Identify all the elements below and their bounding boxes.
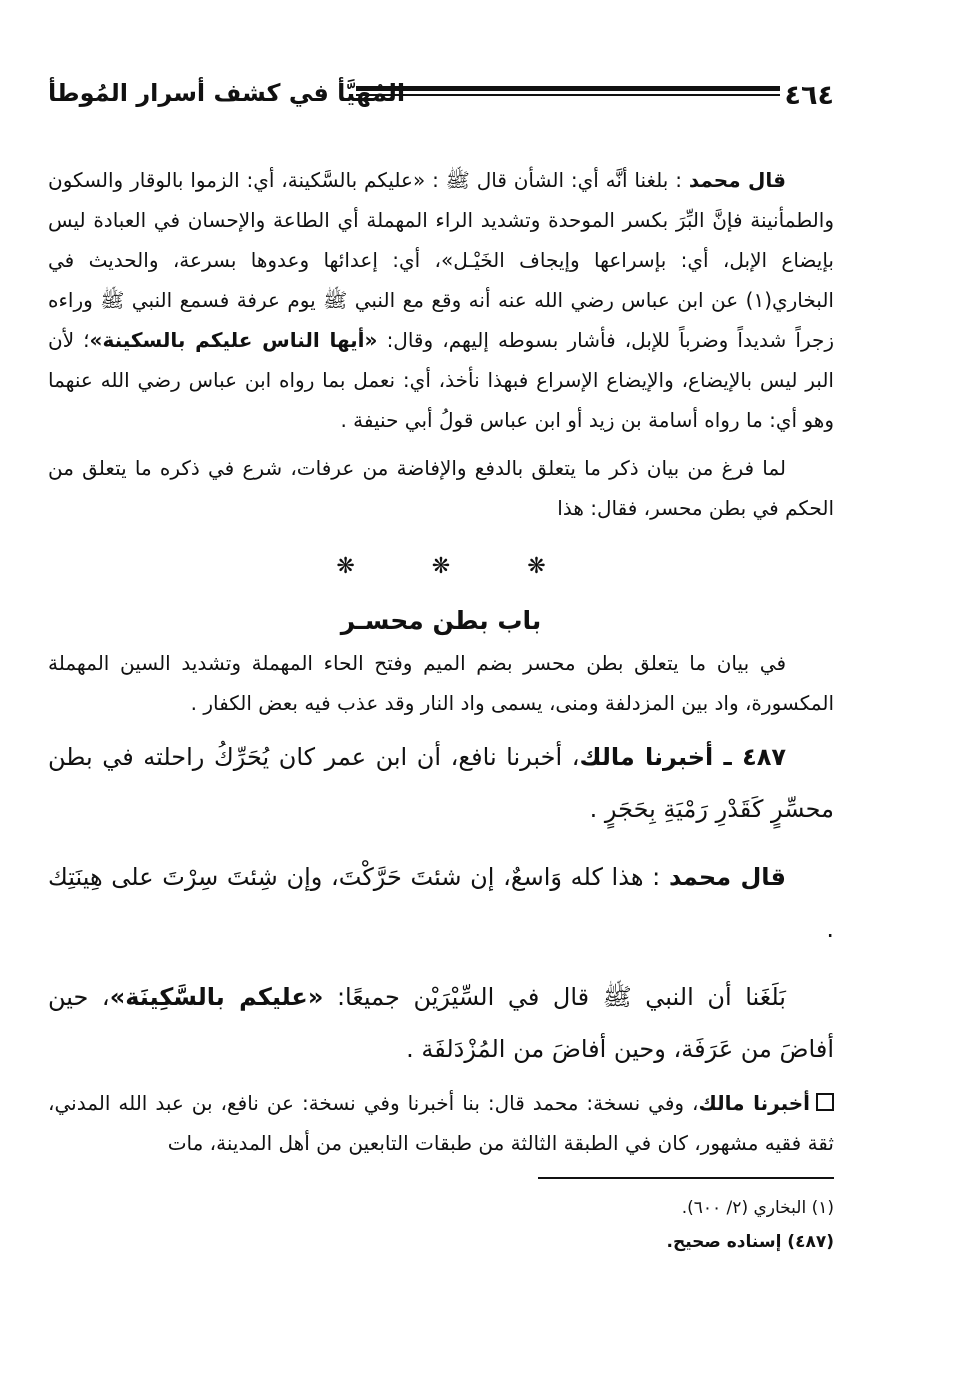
hadith-paragraph xyxy=(48,731,834,835)
footnote-bold: (٤٨٧) إسناده صحيح. xyxy=(666,1232,834,1252)
chapter-title: باب بطن محسـر xyxy=(340,606,542,635)
hadith-text: ، أخبرنا نافع، أن ابن عمر كان يُحَرِّكُ راحلته في بطن محسِّرٍ كَقَدْرِ رَمْيَةِ بِحَجَرٍ . xyxy=(48,743,834,823)
note-box-icon xyxy=(816,1093,834,1111)
footnote: (١) البخاري (٢/ ٦٠٠). xyxy=(681,1198,834,1218)
speaker-label: قال محمد xyxy=(668,863,787,891)
header-rule xyxy=(356,86,780,99)
chapter-intro-paragraph: في بيان ما يتعلق بطن محسر بضم الميم وفتح الحاء المهملة وتشديد السين المهملة المكسورة، واد بين المزدلفة ومنى، يسمى واد النار وقد عذب فيه بعض الكفار . xyxy=(48,651,834,715)
report-paragraph xyxy=(48,971,834,1075)
muhammad-comment-text: : هذا كله وَاسعٌ، إن شئتَ حَرَّكْتَ، وإن شِئتَ سِرْتَ على هِينَتِك . xyxy=(48,863,834,943)
divider-star: ❋ xyxy=(336,554,355,579)
hadith-number-label: ٤٨٧ ـ أخبرنا مالك xyxy=(579,743,787,771)
book-page xyxy=(48,70,834,1310)
book-title: المُهَيَّأ في كشف أسرار المُوطأ xyxy=(48,79,406,107)
footnote-rule xyxy=(538,1177,834,1179)
note-text: ، وفي نسخة: محمد قال: بنا أخبرنا وفي نسخة: عن نافع، بن عبد الله المدني، ثقة فقيه مشهور، كان في الطبقة الثالثة من طبقات التابعين من أهل المدينة، مات xyxy=(48,1091,834,1155)
page-content xyxy=(48,160,834,1259)
hadith-quote: «أيها الناس عليكم بالسكينة» xyxy=(89,328,378,352)
note-paragraph xyxy=(48,1083,834,1163)
note-label: أخبرنا مالك xyxy=(698,1091,810,1115)
commentary-text: : بلغنا أنَّه أي: الشأن قال ﷺ : «عليكم بالسَّكينة، أي: الزموا بالوقار والسكون والطمأنينة فإنَّ البِّرَ بكسر الموحدة وتشديد الراء المهملة أي الطاعة والإحسان في العبادة ليس بإيضاع الإبل، أي: بإسراعها وإيجاف الخَيْـل»، أي: إعدائها وعدوها بسرعة، والحديث في البخاري(١) عن ابن عباس رضي الله عنه أنه وقع مع النبي ﷺ يوم عرفة فسمع النبي ﷺ وراءه زجراً شديداً وضرباً للإبل، فأشار بسوطه إليهم، وقال: xyxy=(48,168,835,352)
divider-star: ❋ xyxy=(527,554,546,579)
divider-star: ❋ xyxy=(431,554,451,579)
report-text: بَلَغَنا أن النبي ﷺ قال في السِّيْرَيْن جميعًا: xyxy=(336,983,786,1011)
transition-paragraph: لما فرغ من بيان ذكر ما يتعلق بالدفع والإفاضة من عرفات، شرع في ذكره ما يتعلق من الحكم في بطن محسر، فقال: هذا xyxy=(48,456,834,520)
commentary-paragraph xyxy=(48,160,834,440)
speaker-label: قال محمد xyxy=(688,168,787,192)
footnote xyxy=(48,1225,834,1259)
muhammad-comment-paragraph xyxy=(48,851,834,955)
report-text-continued: ، حين أفاضَ من عَرَفَة، وحين أفاضَ من المُزْدَلفَة . xyxy=(48,983,834,1063)
page-header xyxy=(48,70,834,114)
commentary-text-continued: ؛ لأن البر ليس بالإيضاع، والإيضاع الإسراع فبهذا نأخذ، أي: نعمل بما رواه ابن عباس رضي الله عنهما وهو أي: ما رواه أسامة بن زيد أو ابن عباس قولُ أبي حنيفة . xyxy=(48,328,834,432)
page-number: ٤٦٤ xyxy=(784,80,834,111)
section-divider xyxy=(48,554,834,579)
report-quote: «عليكم بالسَّكِينَة» xyxy=(109,983,324,1011)
